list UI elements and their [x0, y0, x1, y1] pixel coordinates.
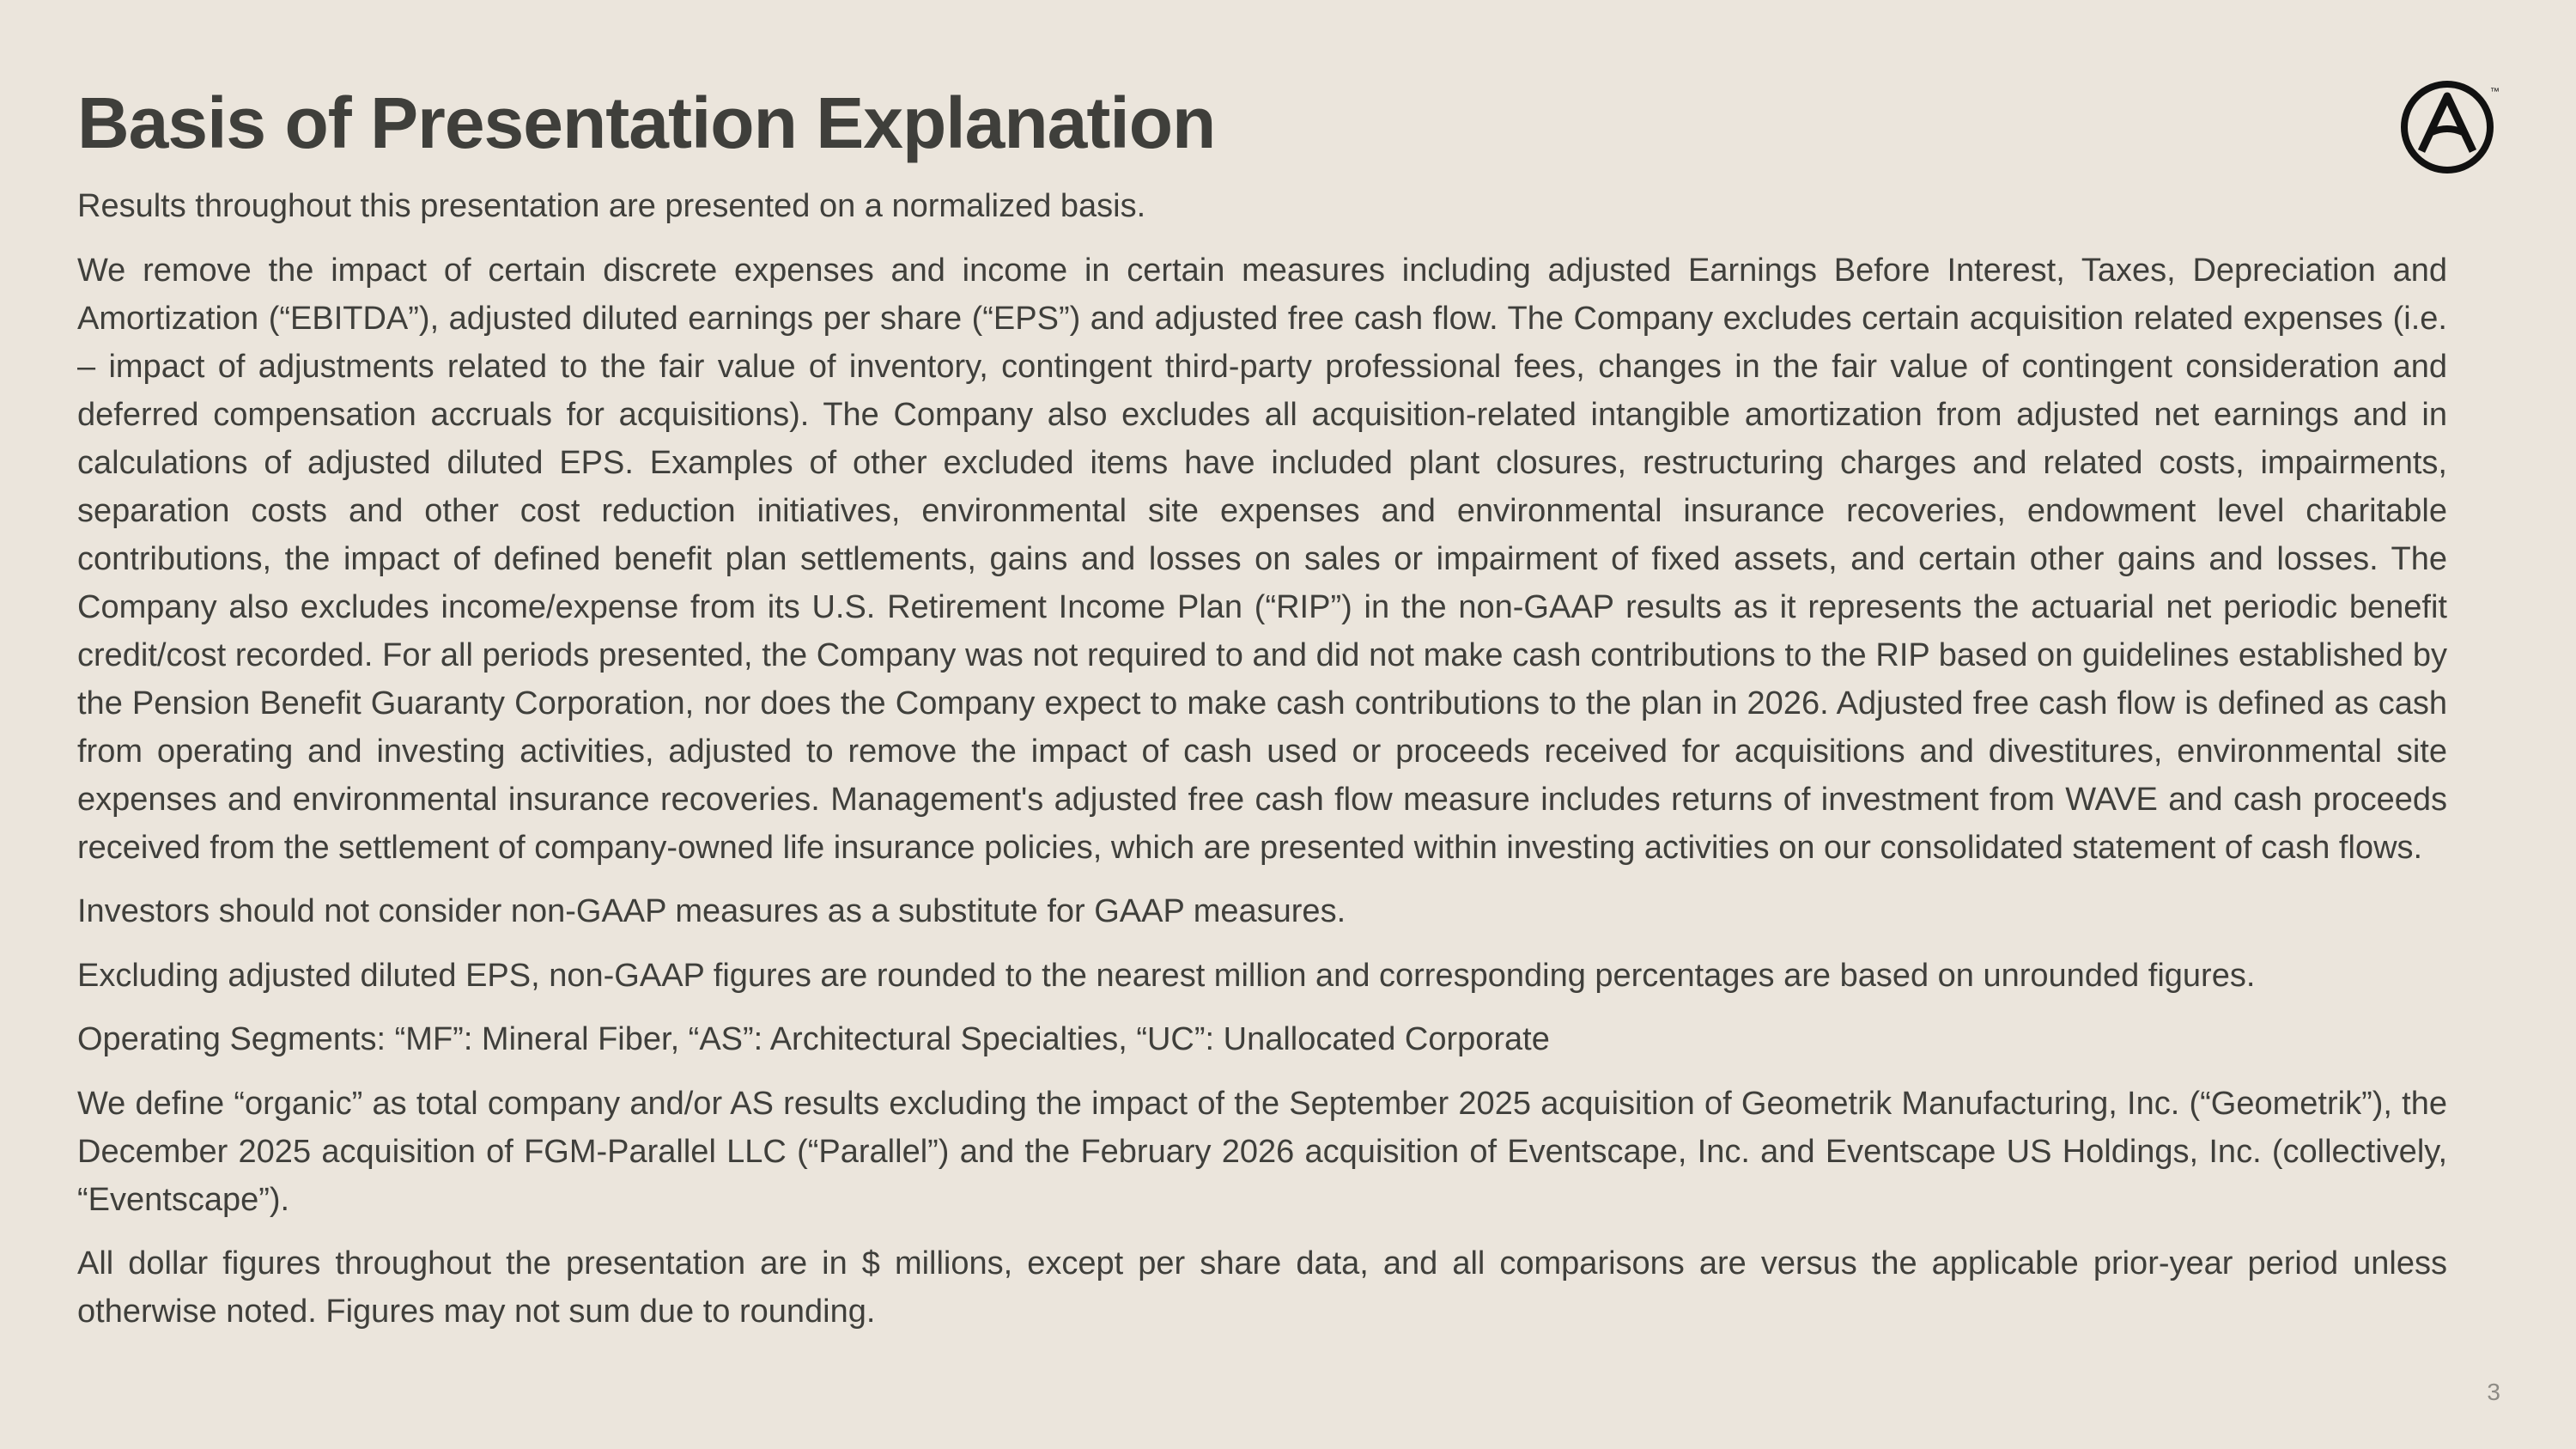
body-text [77, 182, 2447, 1352]
page-number: 3 [2487, 1379, 2500, 1405]
paragraph-investors-note: Investors should not consider non-GAAP measures as a substitute for GAAP measures. [77, 893, 1346, 929]
paragraph-dollar-figures: All dollar figures throughout the presentation are in $ millions, except per share data, and all comparisons are versus the applicable prior-year period unless otherwise noted. Figures may not sum due to rounding. [77, 1245, 2447, 1330]
paragraph-operating-segments: Operating Segments: “MF”: Mineral Fiber, “AS”: Architectural Specialties, “UC”: Unallocated Corporate [77, 1021, 1550, 1057]
paragraph-rounding-note: Excluding adjusted diluted EPS, non-GAAP figures are rounded to the nearest million and corresponding percentages are based on unrounded figures. [77, 957, 2256, 994]
paragraph-organic-definition: We define “organic” as total company and/or AS results excluding the impact of the September 2025 acquisition of Geometrik Manufacturing, Inc. (“Geometrik”), the December 2025 acquisition of FGM-Parallel LLC (“Parallel”) and the February 2026 acquisition of Eventscape, Inc. and Eventscape US Holdings, Inc. (collectively, “Eventscape”). [77, 1085, 2447, 1218]
armstrong-logo-icon [2401, 76, 2502, 177]
page-title: Basis of Presentation Explanation [77, 82, 1216, 163]
paragraph-normalized-basis: Results throughout this presentation are presented on a normalized basis. [77, 188, 1146, 224]
trademark-mark: ™ [2490, 87, 2500, 97]
paragraph-excluded-items: We remove the impact of certain discrete expenses and income in certain measures including adjusted Earnings Before Interest, Taxes, Depreciation and Amortization (“EBITDA”), adjusted diluted earnings per share (“EPS”) and adjusted free cash flow. The Company excludes certain acquisition related expenses (i.e. – impact of adjustments related to the fair value of inventory, contingent third-party professional fees, changes in the fair value of contingent consideration and deferred compensation accruals for acquisitions). The Company also excludes all acquisition-related intangible amortization from adjusted net earnings and in calculations of adjusted diluted EPS. Examples of other excluded items have included plant closures, restructuring charges and related costs, impairments, separation costs and other cost reduction initiatives, environmental site expenses and environmental insurance recoveries, endowment level charitable contributions, the impact of defined benefit plan settlements, gains and losses on sales or impairment of fixed assets, and certain other gains and losses. The Company also excludes income/expense from its U.S. Retirement Income Plan (“RIP”) in the non-GAAP results as it represents the actuarial net periodic benefit credit/cost recorded. For all periods presented, the Company was not required to and did not make cash contributions to the RIP based on guidelines established by the Pension Benefit Guaranty Corporation, nor does the Company expect to make cash contributions to the plan in 2026. Adjusted free cash flow is defined as cash from operating and investing activities, adjusted to remove the impact of cash used or proceeds received for acquisitions and divestitures, environmental site expenses and environmental insurance recoveries. Management's adjusted free cash flow measure includes returns of investment from WAVE and cash proceeds received from the settlement of company-owned life insurance policies, which are presented within investing activities on our consolidated statement of cash flows. [77, 252, 2447, 866]
logo-svg [2401, 76, 2502, 177]
